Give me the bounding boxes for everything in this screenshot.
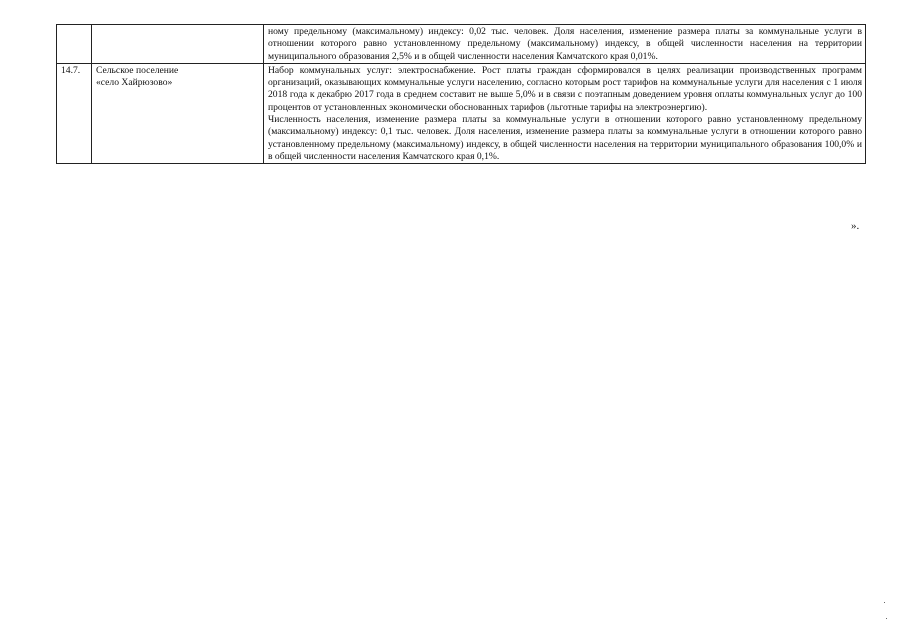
row-number-cell: [57, 25, 92, 64]
municipality-name-cell: [92, 63, 264, 163]
municipality-name-cell: [92, 25, 264, 64]
table-row: [57, 63, 866, 163]
table-row: [57, 25, 866, 64]
description-paragraph: Численность населения, изменение размера платы за коммунальные услуги в отношении которого равно установленному предельному (максимальному) индексу: 0,1 тыс. человек. Доля населения, изменение размера платы за коммунальные услуги в отношении которого равно установленному предельному (максимальному) индексу, в общей численности населения на территории муниципального образования 100,0% и в общей численности населения Камчатского края 0,1%.: [268, 114, 862, 162]
scan-speck: [886, 618, 887, 619]
municipality-name-line: «село Хайрюзово»: [96, 77, 173, 89]
row-number-cell: 14.7.: [57, 63, 92, 163]
scan-speck: [884, 602, 885, 603]
municipal-population-table: [56, 24, 866, 164]
municipality-name-line: Сельское поселение: [96, 64, 179, 76]
description-cell: [264, 63, 866, 163]
description-paragraph: ному предельному (максимальному) индексу: 0,02 тыс. человек. Доля населения, изменение размера платы за коммунальные услуги в отношении которого равно установленному предельному (максимальному) индексу, в общей численности населения на территории муниципального образования 2,5% и в общей численности населения Камчатского края 0,01%.: [268, 26, 862, 62]
description-paragraph: Набор коммунальных услуг: электроснабжение. Рост платы граждан сформировался в целях реализации производственных программ организаций, оказывающих коммунальные услуги населению, согласно которым рост тарифов на коммунальные услуги для населения с 1 июля 2018 года к декабрю 2017 года в среднем составит не выше 5,0% и в связи с поэтапным доведением уровня оплаты коммунальных услуг до 100 процентов от установленных экономически обоснованных тарифов (льготные тарифы на электроэнергию).: [268, 64, 862, 113]
closing-quote-mark: ».: [851, 220, 860, 232]
description-cell: [264, 25, 866, 64]
